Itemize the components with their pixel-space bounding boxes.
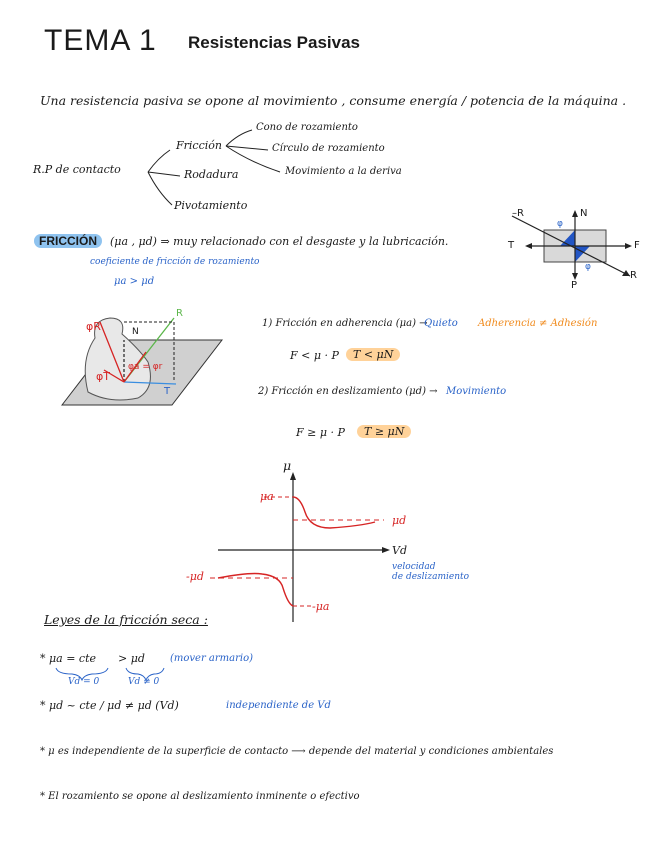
cone-t: T [164, 386, 171, 397]
block-t: T [508, 240, 515, 251]
graph-y-label: μ [283, 458, 292, 473]
block-n: N [580, 208, 588, 219]
block-p: P [571, 280, 578, 291]
law-3: * μ es independiente de la superficie de contacto ⟶ depende del material y condiciones ambientales [40, 746, 554, 757]
case-two-highlight: T ≥ μN [357, 425, 411, 438]
block-phi-bottom: φ [585, 262, 591, 272]
case-one-result: Quieto [424, 318, 458, 329]
case-one-highlight: T < μN [346, 348, 400, 361]
page-subtitle: Resistencias Pasivas [188, 33, 361, 52]
law-4: * El rozamiento se opone al deslizamiento inminente o efectivo [40, 791, 360, 802]
classification-root: R.P de contacto [33, 163, 121, 176]
graph-mu-d-left: -μd [186, 570, 204, 583]
case-one-eq: F < μ · P [290, 349, 339, 362]
case-two-eq: F ≥ μ · P [296, 426, 345, 439]
class-movimiento: Movimiento a la deriva [285, 166, 402, 177]
graph-mu-a-bottom: -μa [312, 600, 330, 613]
block-phi-top: φ [557, 219, 563, 229]
case-one-note: Adherencia ≠ Adhesión [478, 318, 598, 329]
law-1-note: (mover armario) [170, 653, 254, 664]
friccion-relation: μa > μd [114, 276, 155, 287]
cone-r: R [176, 308, 183, 319]
cone-phi-t: φT [96, 370, 110, 383]
class-rodadura: Rodadura [184, 168, 239, 181]
graph-mu-a-top: μa [260, 490, 274, 503]
law-1-a: * μa = cte [40, 652, 97, 665]
case-two: 2) Fricción en deslizamiento (μd) → [258, 386, 438, 397]
block-f: F [634, 240, 640, 251]
class-friccion: Fricción [176, 139, 222, 152]
graph-x-note-1: velocidad [392, 562, 436, 572]
block-r-right: R [630, 270, 637, 281]
page-title: TEMA 1 [44, 24, 157, 57]
friccion-formula: (μa , μd) ⇒ muy relacionado con el desgaste y la lubricación. [110, 235, 449, 248]
law-1-sub-a: Vd = 0 [68, 677, 100, 687]
graph-mu-d-right: μd [392, 514, 407, 527]
graph-x-note-2: de deslizamiento [392, 572, 470, 582]
law-2-note: independiente de Vd [226, 700, 331, 711]
friccion-label: FRICCIÓN [34, 234, 102, 248]
laws-heading: Leyes de la fricción seca : [44, 612, 208, 627]
case-one: 1) Fricción en adherencia (μa) → [262, 318, 428, 329]
law-2: * μd ~ cte / μd ≠ μd (Vd) [40, 699, 179, 712]
class-cono: Cono de rozamiento [256, 122, 358, 133]
law-1-sub-b: Vd ≠ 0 [128, 677, 160, 687]
intro-text: Una resistencia pasiva se opone al movimiento , consume energía / potencia de la máquina . [40, 93, 627, 108]
class-pivotamiento: Pivotamiento [174, 199, 248, 212]
graph-x-label: Vd [392, 544, 407, 557]
block-r-left: –R [512, 208, 524, 219]
cone-phi-eq: φa = φr [128, 362, 163, 372]
friccion-note: coeficiente de fricción de rozamiento [90, 257, 260, 267]
case-two-result: Movimiento [446, 386, 507, 397]
cone-phi-r: φR [86, 320, 101, 333]
law-1-b: > μd [118, 652, 145, 665]
class-circulo: Círculo de rozamiento [272, 143, 385, 154]
cone-n: N [132, 327, 139, 337]
